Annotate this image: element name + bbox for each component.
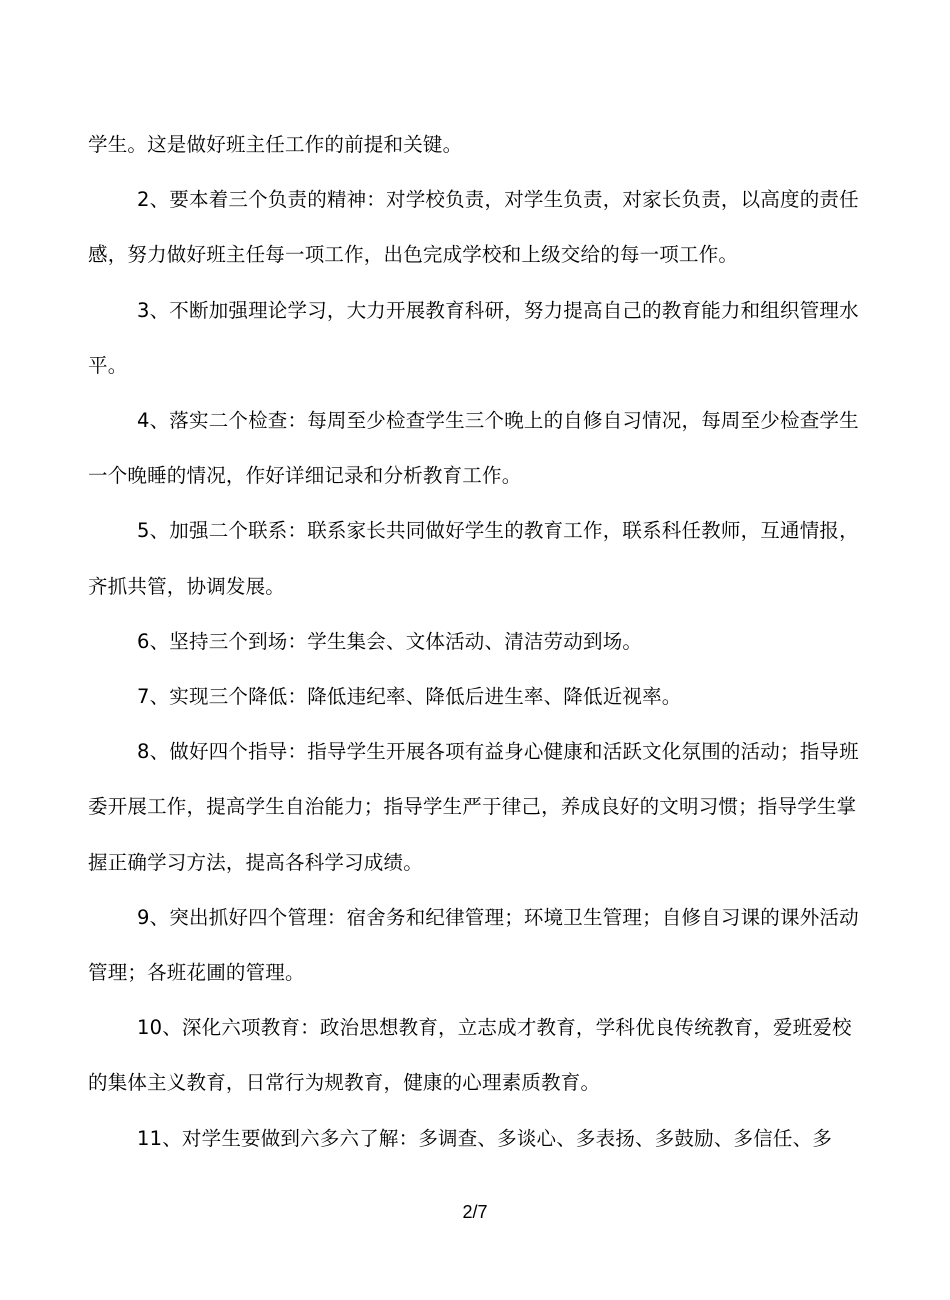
paragraph-item-5: 5、加强二个联系：联系家长共同做好学生的教育工作，联系科任教师，互通情报，齐抓共管，协调发展。 xyxy=(88,519,859,598)
paragraph-item-4: 4、落实二个检查：每周至少检查学生三个晚上的自修自习情况，每周至少检查学生一个晚睡的情况，作好详细记录和分析教育工作。 xyxy=(88,409,859,488)
paragraph-item-2: 2、要本着三个负责的精神：对学校负责，对学生负责，对家长负责，以高度的责任感，努力做好班主任每一项工作，出色完成学校和上级交给的每一项工作。 xyxy=(88,188,859,267)
paragraph-item-3: 3、不断加强理论学习，大力开展教育科研，努力提高自己的教育能力和组织管理水平。 xyxy=(88,298,859,377)
paragraph-continuation: 学生。这是做好班主任工作的前提和关键。 xyxy=(88,133,463,156)
paragraph-item-9: 9、突出抓好四个管理：宿舍务和纪律管理；环境卫生管理；自修自习课的课外活动管理；各班花圃的管理。 xyxy=(88,905,859,985)
paragraph-item-11: 11、对学生要做到六多六了解：多调查、多谈心、多表扬、多鼓励、多信任、多 xyxy=(137,1126,833,1150)
paragraph-item-7: 7、实现三个降低：降低违纪率、降低后进生率、降低近视率。 xyxy=(137,685,682,709)
paragraph-item-10: 10、深化六项教育：政治思想教育，立志成才教育，学科优良传统教育，爱班爱校的集体主义教育，日常行为规教育，健康的心理素质教育。 xyxy=(88,1016,852,1095)
paragraph-item-8: 8、做好四个指导：指导学生开展各项有益身心健康和活跃文化氛围的活动；指导班委开展工作，提高学生自治能力；指导学生严于律己，养成良好的文明习惯；指导学生掌握正确学习方法，提高各科学习成绩。 xyxy=(88,740,859,874)
paragraph-item-6: 6、坚持三个到场：学生集会、文体活动、清洁劳动到场。 xyxy=(137,629,643,653)
document-body xyxy=(88,117,870,1166)
page-number: 2/7 xyxy=(462,1202,488,1222)
